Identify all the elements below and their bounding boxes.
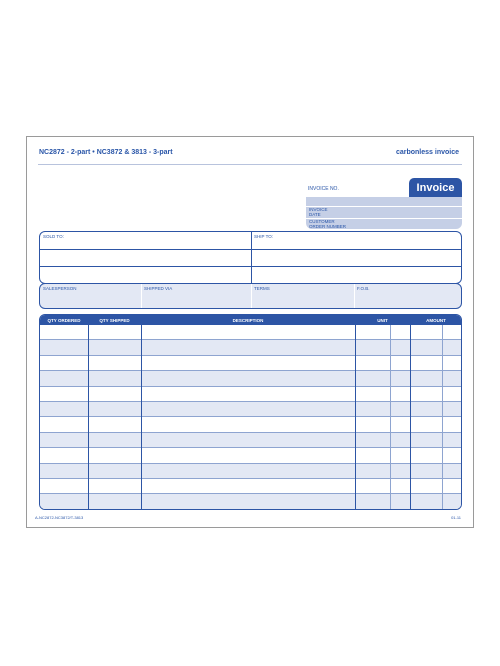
- table-row: [40, 371, 461, 386]
- ship-to-line: [252, 249, 461, 250]
- ship-to-line: [252, 266, 461, 267]
- form-revision: 01-11: [451, 515, 461, 520]
- table-row: [40, 433, 461, 448]
- column-rule: [88, 325, 89, 509]
- col-unit: UNIT: [377, 318, 388, 323]
- shipping-divider: [354, 284, 355, 308]
- customer-order-label-line2: ORDER NUMBER: [309, 224, 347, 229]
- col-amount: AMOUNT: [426, 318, 446, 323]
- customer-order-label-line1: CUSTOMER: [309, 219, 335, 224]
- column-rule: [442, 325, 443, 509]
- invoice-date-label-line2: DATE: [309, 212, 321, 217]
- table-row: [40, 340, 461, 355]
- invoice-info-box: [306, 197, 462, 229]
- shipped-via-label: SHIPPED VIA: [144, 286, 173, 291]
- header-divider: [38, 164, 462, 165]
- invoice-date-label-line1: INVOICE: [309, 207, 328, 212]
- salesperson-label: SALESPERSON: [43, 286, 77, 291]
- column-rule: [410, 325, 411, 509]
- table-row: [40, 402, 461, 417]
- table-row: [40, 494, 461, 509]
- invoice-date-label: [309, 207, 328, 217]
- invoice-box-divider: [306, 206, 462, 207]
- shipping-divider: [141, 284, 142, 308]
- fob-label: F.O.B.: [357, 286, 370, 291]
- address-divider: [251, 232, 252, 283]
- product-codes: NC2872 - 2-part • NC3872 & 3813 - 3-part: [39, 149, 173, 156]
- table-row: [40, 387, 461, 402]
- ship-to-label: SHIP TO:: [254, 234, 274, 239]
- table-row: [40, 479, 461, 494]
- invoice-title: Invoice: [409, 178, 462, 198]
- shipping-section: [39, 283, 462, 309]
- table-header: [40, 315, 461, 325]
- customer-order-label: [309, 219, 346, 229]
- shipping-divider: [251, 284, 252, 308]
- form-type: carbonless invoice: [395, 149, 459, 156]
- line-items-table: [39, 314, 462, 510]
- sold-to-label: SOLD TO:: [43, 234, 64, 239]
- table-row: [40, 356, 461, 371]
- sold-to-line: [40, 266, 251, 267]
- col-description: DESCRIPTION: [232, 318, 264, 323]
- address-section: [39, 231, 462, 284]
- table-row: [40, 417, 461, 432]
- invoice-form: [26, 136, 474, 528]
- sold-to-line: [40, 249, 251, 250]
- column-rule: [390, 325, 391, 509]
- table-row: [40, 464, 461, 479]
- column-rule: [141, 325, 142, 509]
- col-qty-ordered: QTY ORDERED: [47, 318, 81, 323]
- invoice-no-label: INVOICE NO.: [308, 186, 339, 192]
- table-row: [40, 448, 461, 463]
- table-row: [40, 325, 461, 340]
- column-rule: [355, 325, 356, 509]
- col-qty-shipped: QTY SHIPPED: [99, 318, 130, 323]
- terms-label: TERMS: [254, 286, 270, 291]
- form-code: A-NC2872-NC3872/T-3813: [35, 515, 84, 520]
